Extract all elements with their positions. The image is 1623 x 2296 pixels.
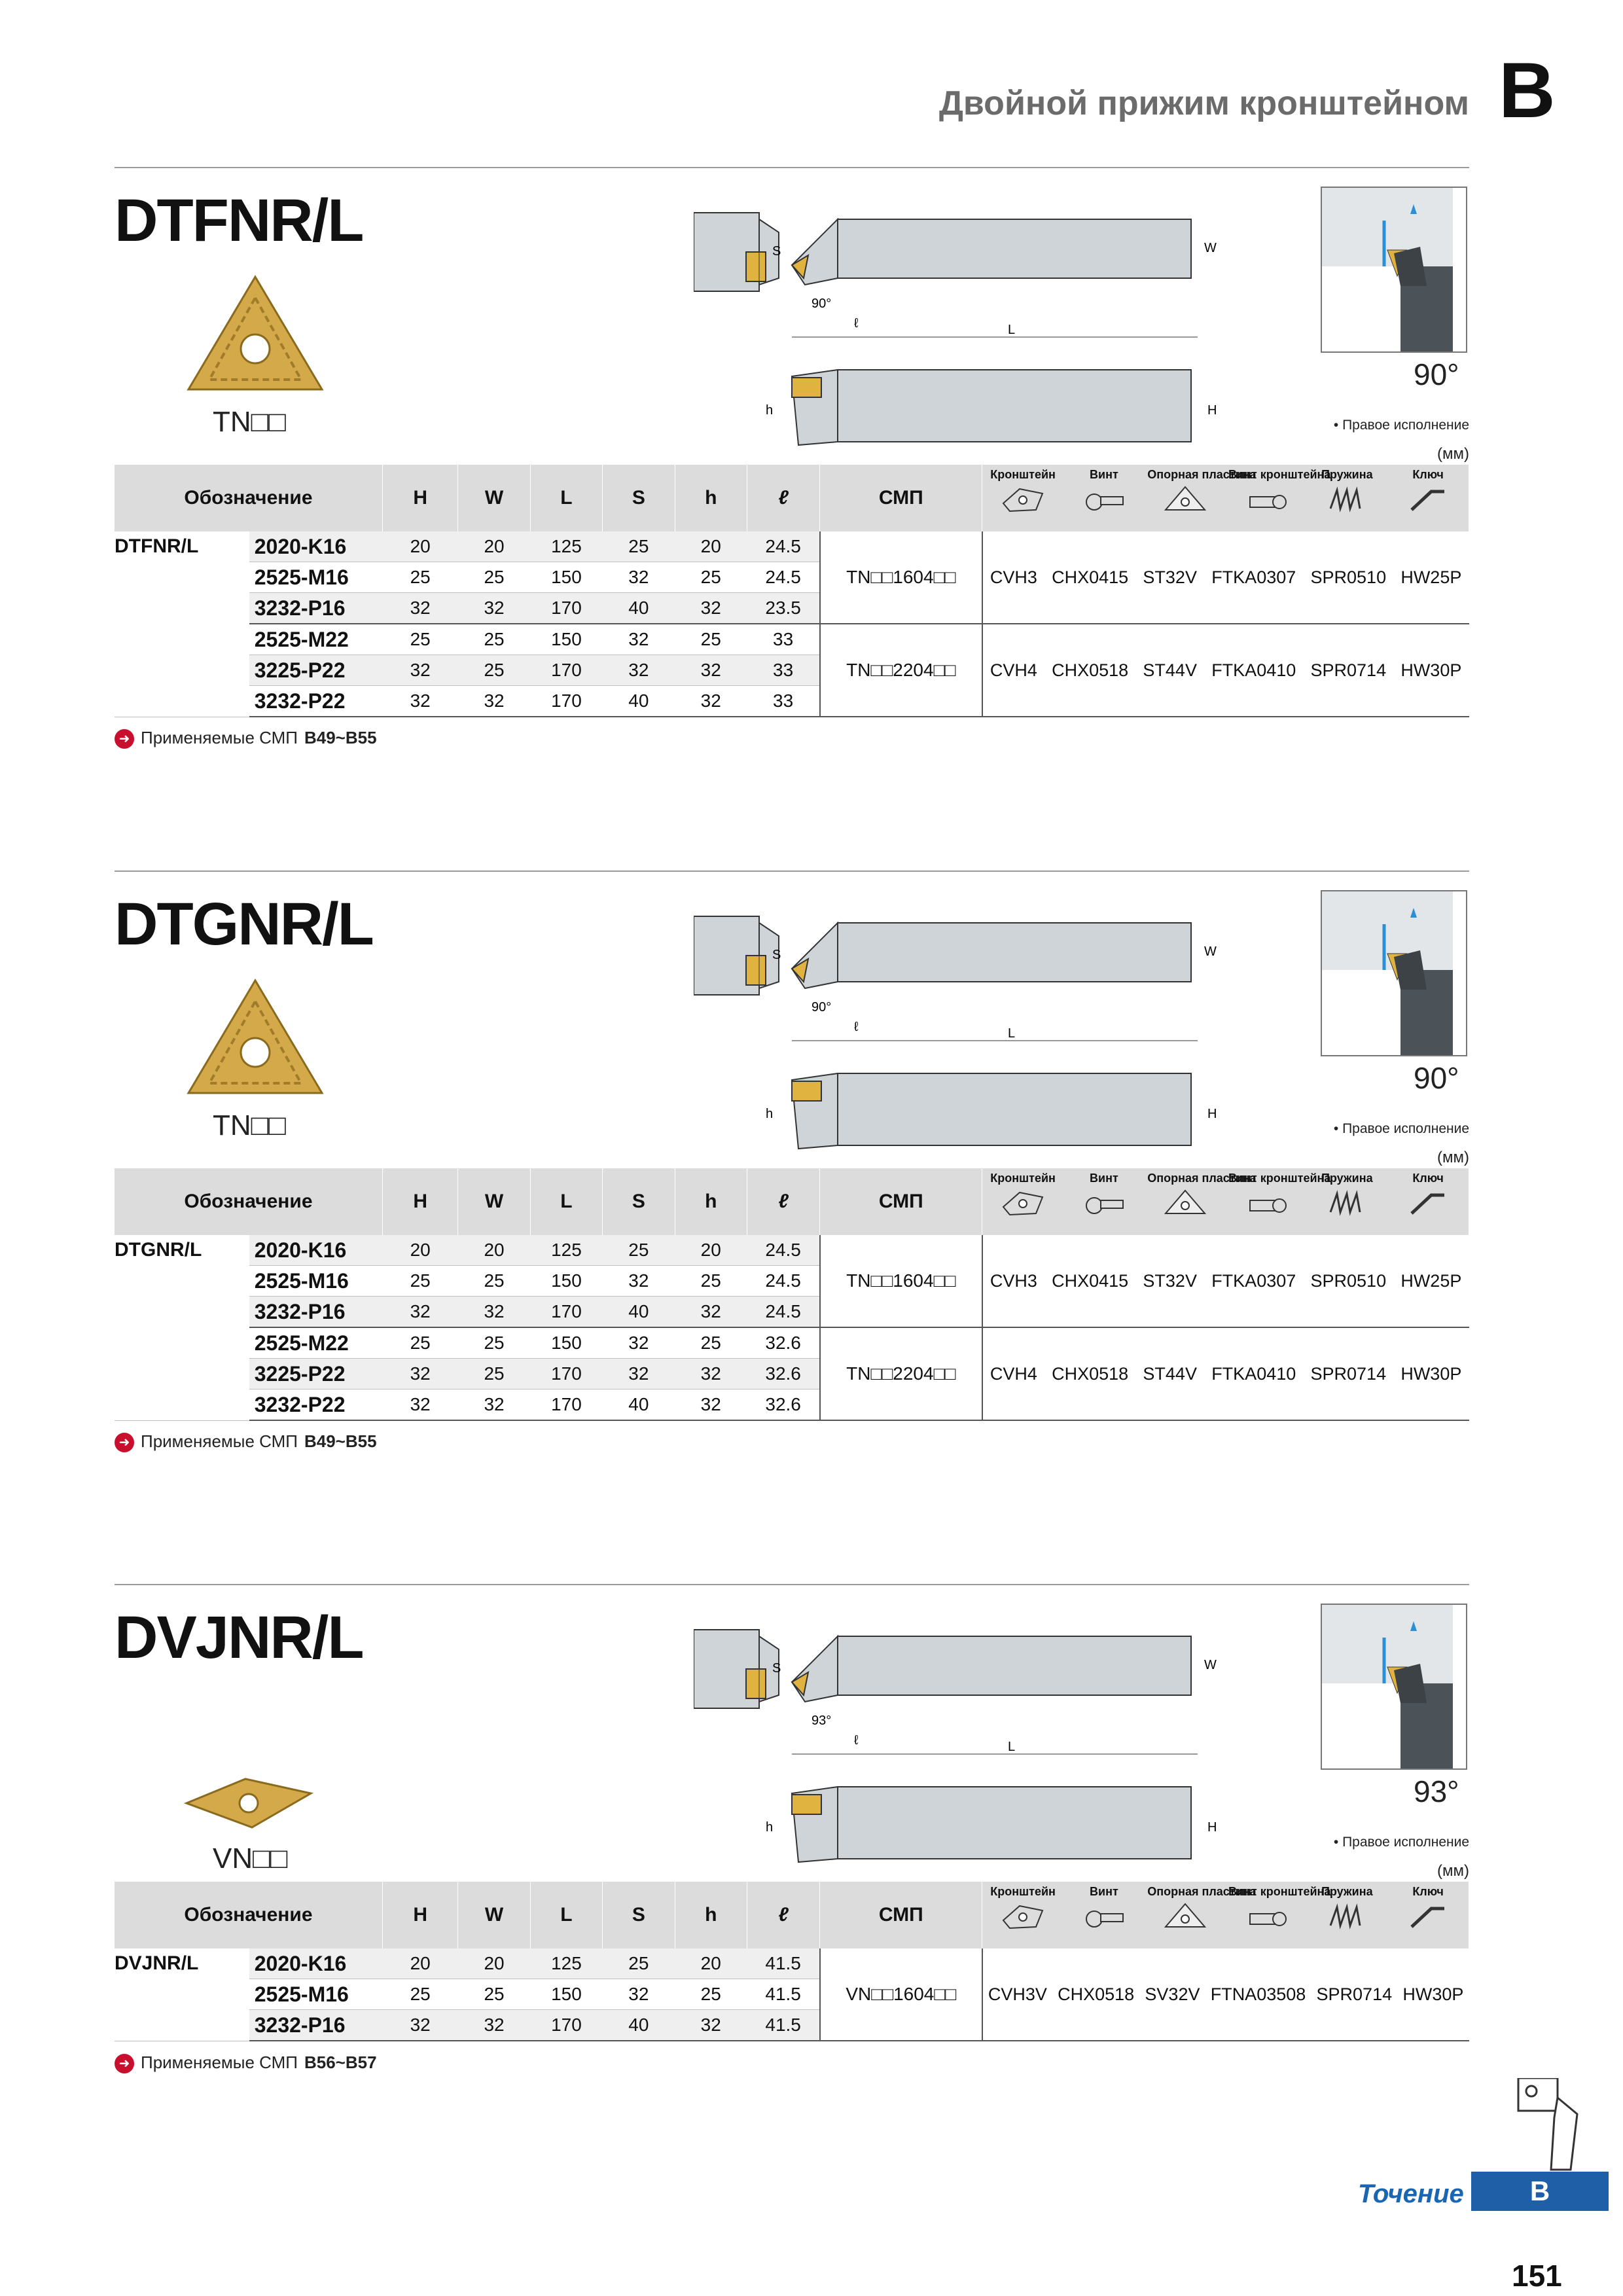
- cell-S: 40: [603, 2010, 675, 2041]
- cell-L: 125: [530, 1235, 602, 1266]
- cell-size: 2525-M22: [249, 1327, 383, 1359]
- footer-section-tab[interactable]: B: [1471, 2172, 1609, 2211]
- cell-insert: TN□□2204□□: [820, 1327, 982, 1420]
- section-letter: B: [1499, 46, 1556, 134]
- cell-W: 32: [458, 1390, 530, 1421]
- insert-image: [183, 975, 327, 1103]
- cell-W: 20: [458, 1948, 530, 1979]
- part-icon: [1081, 484, 1127, 516]
- cell-size: 3225-P22: [249, 1359, 383, 1390]
- cell-H: 25: [382, 1266, 457, 1297]
- header-H: H: [382, 1882, 457, 1948]
- part-code: FTKA0410: [1211, 660, 1296, 680]
- cell-l: 41.5: [747, 2010, 819, 2041]
- header-S: S: [603, 465, 675, 531]
- cell-h: 20: [675, 1948, 747, 1979]
- header-designation: Обозначение: [115, 1168, 382, 1235]
- approach-angle: 93°: [1414, 1774, 1459, 1808]
- cell-S: 32: [603, 655, 675, 686]
- cell-L: 150: [530, 1266, 602, 1297]
- cell-L: 125: [530, 1948, 602, 1979]
- part-code: SPR0510: [1310, 567, 1387, 587]
- parts-header: Опорная пластина: [1147, 468, 1257, 481]
- cell-l: 32.6: [747, 1390, 819, 1421]
- parts-header: Винт кронштейна: [1228, 468, 1331, 481]
- tool-section: [0, 167, 1623, 861]
- cell-size: 2525-M16: [249, 562, 383, 593]
- spec-table: [115, 465, 1469, 717]
- part-code: HW30P: [1402, 1984, 1464, 2004]
- row-model: DTGNR/L: [115, 1235, 249, 1420]
- cell-W: 25: [458, 624, 530, 655]
- cutting-direction-diagram: [1321, 890, 1467, 1056]
- cell-S: 32: [603, 1266, 675, 1297]
- dim-angle: 93°: [812, 1713, 832, 1728]
- page-header-title: Двойной прижим кронштейном: [938, 84, 1469, 122]
- part-code: FTNA03508: [1210, 1984, 1306, 2004]
- cell-h: 32: [675, 593, 747, 624]
- part-code: CHX0518: [1058, 1984, 1135, 2004]
- cell-S: 32: [603, 562, 675, 593]
- cell-L: 170: [530, 1297, 602, 1328]
- cell-S: 32: [603, 1327, 675, 1359]
- header-l: ℓ: [747, 1168, 819, 1235]
- section-divider: [115, 167, 1469, 168]
- unit-label: (мм): [1437, 445, 1469, 463]
- dim-L: L: [1008, 1740, 1016, 1754]
- table-header-row: [115, 1168, 1469, 1235]
- cell-parts: [982, 1948, 1469, 2041]
- part-icon: [1081, 1901, 1127, 1933]
- cell-size: 3232-P16: [249, 2010, 383, 2041]
- cell-h: 25: [675, 562, 747, 593]
- cell-H: 32: [382, 1390, 457, 1421]
- cell-S: 32: [603, 1979, 675, 2010]
- spec-table: [115, 1882, 1469, 2041]
- applicable-pages: B56~B57: [304, 2053, 377, 2072]
- part-code: SPR0714: [1316, 1984, 1393, 2004]
- part-code: HW30P: [1400, 1363, 1462, 1384]
- applicable-pages: B49~B55: [304, 728, 377, 747]
- insert-image: [183, 1774, 314, 1836]
- applicable-label: Применяемые СМП: [141, 728, 298, 747]
- holder-drawing: [694, 910, 1230, 1175]
- dim-l: ℓ: [854, 1020, 859, 1034]
- tool-section: [0, 1584, 1623, 2278]
- parts-header: Кронштейн: [990, 1172, 1056, 1185]
- cell-l: 24.5: [747, 1297, 819, 1328]
- header-H: H: [382, 465, 457, 531]
- page-number: 151: [1512, 2259, 1562, 2293]
- header-L: L: [530, 1882, 602, 1948]
- part-icon: [1243, 484, 1289, 516]
- header-designation: Обозначение: [115, 1882, 382, 1948]
- cell-h: 20: [675, 1235, 747, 1266]
- part-icon: [1243, 1901, 1289, 1933]
- cell-L: 150: [530, 1327, 602, 1359]
- parts-header: Ключ: [1412, 1172, 1444, 1185]
- dim-S: S: [772, 1661, 781, 1676]
- header-h: h: [675, 465, 747, 531]
- cell-L: 170: [530, 655, 602, 686]
- cell-size: 2525-M22: [249, 624, 383, 655]
- cell-l: 24.5: [747, 1235, 819, 1266]
- cell-insert: TN□□2204□□: [820, 624, 982, 717]
- cell-h: 32: [675, 1297, 747, 1328]
- cell-l: 41.5: [747, 1948, 819, 1979]
- approach-angle: 90°: [1414, 357, 1459, 391]
- spec-table: [115, 1168, 1469, 1421]
- header-L: L: [530, 1168, 602, 1235]
- cell-size: 3232-P22: [249, 1390, 383, 1421]
- right-hand-note: • Правое исполнение: [1333, 1121, 1469, 1136]
- dim-W: W: [1204, 241, 1217, 255]
- arrow-right-icon: ➜: [115, 1433, 134, 1452]
- model-title: DVJNR/L: [115, 1604, 363, 1671]
- part-icon: [1000, 1901, 1046, 1933]
- cell-parts: [982, 1235, 1469, 1327]
- applicable-inserts-link[interactable]: [115, 728, 377, 749]
- cell-h: 32: [675, 655, 747, 686]
- cell-W: 25: [458, 1359, 530, 1390]
- holder-drawing: [694, 1623, 1230, 1888]
- part-code: CHX0415: [1052, 1270, 1129, 1291]
- cell-S: 25: [603, 1235, 675, 1266]
- dim-l: ℓ: [854, 316, 859, 331]
- table-row: [115, 531, 1469, 562]
- right-hand-note: • Правое исполнение: [1333, 1835, 1469, 1850]
- dim-h: h: [766, 403, 774, 418]
- table-header-row: [115, 1882, 1469, 1948]
- header-l: ℓ: [747, 465, 819, 531]
- dim-L: L: [1008, 323, 1016, 337]
- dim-L: L: [1008, 1026, 1016, 1041]
- cell-S: 40: [603, 686, 675, 717]
- cell-H: 32: [382, 2010, 457, 2041]
- dim-h: h: [766, 1820, 774, 1835]
- row-model: DTFNR/L: [115, 531, 249, 717]
- cell-W: 25: [458, 655, 530, 686]
- cell-H: 25: [382, 624, 457, 655]
- table-row: [115, 1235, 1469, 1266]
- header-insert: СМП: [820, 1882, 982, 1948]
- parts-header: Ключ: [1412, 468, 1444, 481]
- cell-S: 25: [603, 1948, 675, 1979]
- cell-H: 20: [382, 1235, 457, 1266]
- applicable-inserts-link[interactable]: [115, 1431, 377, 1452]
- cell-l: 33: [747, 686, 819, 717]
- part-icon: [1243, 1187, 1289, 1220]
- cell-size: 3232-P16: [249, 1297, 383, 1328]
- cell-S: 25: [603, 531, 675, 562]
- cell-L: 170: [530, 1390, 602, 1421]
- turning-tool-icon: [1505, 2078, 1609, 2172]
- header-L: L: [530, 465, 602, 531]
- cell-W: 25: [458, 1327, 530, 1359]
- table-row: [115, 1948, 1469, 1979]
- part-icon: [1405, 1901, 1451, 1933]
- part-code: FTKA0307: [1211, 567, 1296, 587]
- holder-drawing: [694, 206, 1230, 471]
- cell-parts: [982, 1327, 1469, 1420]
- cell-h: 25: [675, 1266, 747, 1297]
- cell-l: 23.5: [747, 593, 819, 624]
- cell-insert: TN□□1604□□: [820, 531, 982, 624]
- insert-image: [183, 272, 327, 399]
- header-H: H: [382, 1168, 457, 1235]
- section-divider: [115, 870, 1469, 872]
- cell-l: 24.5: [747, 1266, 819, 1297]
- cell-l: 33: [747, 624, 819, 655]
- header-parts: [982, 1168, 1469, 1235]
- insert-label: TN□□: [213, 1109, 286, 1141]
- cell-L: 170: [530, 593, 602, 624]
- cell-L: 150: [530, 624, 602, 655]
- header-h: h: [675, 1168, 747, 1235]
- cell-l: 24.5: [747, 531, 819, 562]
- cell-insert: VN□□1604□□: [820, 1948, 982, 2041]
- cell-S: 40: [603, 1297, 675, 1328]
- dim-S: S: [772, 244, 781, 259]
- part-icon: [1324, 1901, 1370, 1933]
- parts-header: Винт кронштейна: [1228, 1172, 1331, 1185]
- part-code: FTKA0410: [1211, 1363, 1296, 1384]
- cell-H: 32: [382, 1297, 457, 1328]
- part-code: HW25P: [1400, 567, 1462, 587]
- part-code: HW25P: [1400, 1270, 1462, 1291]
- arrow-right-icon: ➜: [115, 2054, 134, 2073]
- cell-size: 2020-K16: [249, 1948, 383, 1979]
- cell-h: 32: [675, 686, 747, 717]
- part-code: SPR0714: [1310, 1363, 1387, 1384]
- part-code: ST44V: [1143, 660, 1197, 680]
- insert-label: VN□□: [213, 1842, 288, 1874]
- table-row: [115, 1327, 1469, 1359]
- dim-H: H: [1207, 403, 1217, 418]
- header-W: W: [458, 1168, 530, 1235]
- part-code: CHX0518: [1052, 660, 1129, 680]
- dim-angle: 90°: [812, 1000, 832, 1014]
- cell-l: 32.6: [747, 1327, 819, 1359]
- part-code: CVH4: [990, 660, 1037, 680]
- cell-h: 32: [675, 1359, 747, 1390]
- cell-H: 25: [382, 562, 457, 593]
- cell-size: 2020-K16: [249, 531, 383, 562]
- model-title: DTFNR/L: [115, 187, 363, 254]
- part-code: SPR0714: [1310, 660, 1387, 680]
- cell-S: 32: [603, 1359, 675, 1390]
- part-code: ST32V: [1143, 1270, 1197, 1291]
- parts-header: Ключ: [1412, 1885, 1444, 1898]
- cell-H: 32: [382, 1359, 457, 1390]
- footer-section-word: Точение: [1358, 2179, 1464, 2208]
- part-code: SV32V: [1145, 1984, 1200, 2004]
- parts-header: Пружина: [1321, 1885, 1373, 1898]
- dim-H: H: [1207, 1820, 1217, 1835]
- part-code: ST44V: [1143, 1363, 1197, 1384]
- dim-W: W: [1204, 944, 1217, 959]
- cell-W: 20: [458, 531, 530, 562]
- part-code: CHX0415: [1052, 567, 1129, 587]
- cell-L: 170: [530, 2010, 602, 2041]
- cutting-direction-diagram: [1321, 1604, 1467, 1770]
- cell-W: 32: [458, 1297, 530, 1328]
- part-code: ST32V: [1143, 567, 1197, 587]
- cell-W: 32: [458, 2010, 530, 2041]
- header-W: W: [458, 1882, 530, 1948]
- cell-h: 32: [675, 2010, 747, 2041]
- header-designation: Обозначение: [115, 465, 382, 531]
- cell-S: 40: [603, 593, 675, 624]
- cell-size: 3232-P22: [249, 686, 383, 717]
- dim-angle: 90°: [812, 296, 832, 311]
- approach-angle: 90°: [1414, 1061, 1459, 1095]
- table-header-row: [115, 465, 1469, 531]
- part-code: SPR0510: [1310, 1270, 1387, 1291]
- applicable-pages: B49~B55: [304, 1431, 377, 1451]
- cell-H: 32: [382, 686, 457, 717]
- cell-l: 32.6: [747, 1359, 819, 1390]
- part-icon: [1405, 484, 1451, 516]
- parts-header: Опорная пластина: [1147, 1172, 1257, 1185]
- parts-header: Кронштейн: [990, 468, 1056, 481]
- dim-H: H: [1207, 1107, 1217, 1121]
- part-icon: [1000, 1187, 1046, 1220]
- table-row: [115, 624, 1469, 655]
- part-code: CVH3V: [988, 1984, 1047, 2004]
- cell-l: 33: [747, 655, 819, 686]
- dim-W: W: [1204, 1658, 1217, 1672]
- cutting-direction-diagram: [1321, 187, 1467, 353]
- insert-label: TN□□: [213, 406, 286, 438]
- cell-h: 25: [675, 1979, 747, 2010]
- part-icon: [1324, 484, 1370, 516]
- section-divider: [115, 1584, 1469, 1585]
- header-insert: СМП: [820, 1168, 982, 1235]
- applicable-label: Применяемые СМП: [141, 1431, 298, 1451]
- cell-l: 24.5: [747, 562, 819, 593]
- cell-H: 25: [382, 1327, 457, 1359]
- cell-size: 2525-M16: [249, 1979, 383, 2010]
- part-icon: [1324, 1187, 1370, 1220]
- applicable-inserts-link[interactable]: [115, 2053, 377, 2073]
- part-code: CHX0518: [1052, 1363, 1129, 1384]
- cell-L: 170: [530, 686, 602, 717]
- cell-L: 125: [530, 531, 602, 562]
- row-model: DVJNR/L: [115, 1948, 249, 2041]
- cell-size: 3232-P16: [249, 593, 383, 624]
- header-h: h: [675, 1882, 747, 1948]
- header-l: ℓ: [747, 1882, 819, 1948]
- cell-size: 3225-P22: [249, 655, 383, 686]
- cell-S: 32: [603, 624, 675, 655]
- parts-header: Винт: [1090, 1885, 1118, 1898]
- parts-header: Винт: [1090, 1172, 1118, 1185]
- header-S: S: [603, 1168, 675, 1235]
- cell-W: 25: [458, 1979, 530, 2010]
- cell-parts: [982, 531, 1469, 624]
- part-icon: [1162, 484, 1208, 516]
- dim-h: h: [766, 1107, 774, 1121]
- part-code: CVH4: [990, 1363, 1037, 1384]
- cell-parts: [982, 624, 1469, 717]
- parts-header: Винт: [1090, 468, 1118, 481]
- cell-L: 170: [530, 1359, 602, 1390]
- cell-l: 41.5: [747, 1979, 819, 2010]
- parts-header: Опорная пластина: [1147, 1885, 1257, 1898]
- cell-h: 25: [675, 624, 747, 655]
- cell-H: 32: [382, 655, 457, 686]
- cell-H: 20: [382, 1948, 457, 1979]
- unit-label: (мм): [1437, 1149, 1469, 1166]
- part-code: FTKA0307: [1211, 1270, 1296, 1291]
- part-code: CVH3: [990, 1270, 1037, 1291]
- cell-W: 25: [458, 1266, 530, 1297]
- part-icon: [1405, 1187, 1451, 1220]
- tool-section: [0, 870, 1623, 1564]
- cell-h: 32: [675, 1390, 747, 1421]
- part-icon: [1081, 1187, 1127, 1220]
- cell-H: 32: [382, 593, 457, 624]
- parts-header: Пружина: [1321, 1172, 1373, 1185]
- cell-W: 32: [458, 593, 530, 624]
- header-parts: [982, 1882, 1469, 1948]
- cell-W: 20: [458, 1235, 530, 1266]
- dim-l: ℓ: [854, 1733, 859, 1748]
- part-code: CVH3: [990, 567, 1037, 587]
- cell-size: 2525-M16: [249, 1266, 383, 1297]
- part-icon: [1162, 1187, 1208, 1220]
- header-insert: СМП: [820, 465, 982, 531]
- parts-header: Винт кронштейна: [1228, 1885, 1331, 1898]
- arrow-right-icon: ➜: [115, 729, 134, 749]
- cell-H: 20: [382, 531, 457, 562]
- cell-h: 20: [675, 531, 747, 562]
- cell-W: 25: [458, 562, 530, 593]
- cell-size: 2020-K16: [249, 1235, 383, 1266]
- part-icon: [1162, 1901, 1208, 1933]
- header-W: W: [458, 465, 530, 531]
- cell-S: 40: [603, 1390, 675, 1421]
- cell-H: 25: [382, 1979, 457, 2010]
- header-parts: [982, 465, 1469, 531]
- cell-L: 150: [530, 1979, 602, 2010]
- cell-insert: TN□□1604□□: [820, 1235, 982, 1327]
- unit-label: (мм): [1437, 1862, 1469, 1880]
- right-hand-note: • Правое исполнение: [1333, 418, 1469, 433]
- dim-S: S: [772, 948, 781, 962]
- parts-header: Пружина: [1321, 468, 1373, 481]
- applicable-label: Применяемые СМП: [141, 2053, 298, 2072]
- cell-h: 25: [675, 1327, 747, 1359]
- cell-L: 150: [530, 562, 602, 593]
- header-S: S: [603, 1882, 675, 1948]
- model-title: DTGNR/L: [115, 891, 373, 958]
- parts-header: Кронштейн: [990, 1885, 1056, 1898]
- part-icon: [1000, 484, 1046, 516]
- part-code: HW30P: [1400, 660, 1462, 680]
- cell-W: 32: [458, 686, 530, 717]
